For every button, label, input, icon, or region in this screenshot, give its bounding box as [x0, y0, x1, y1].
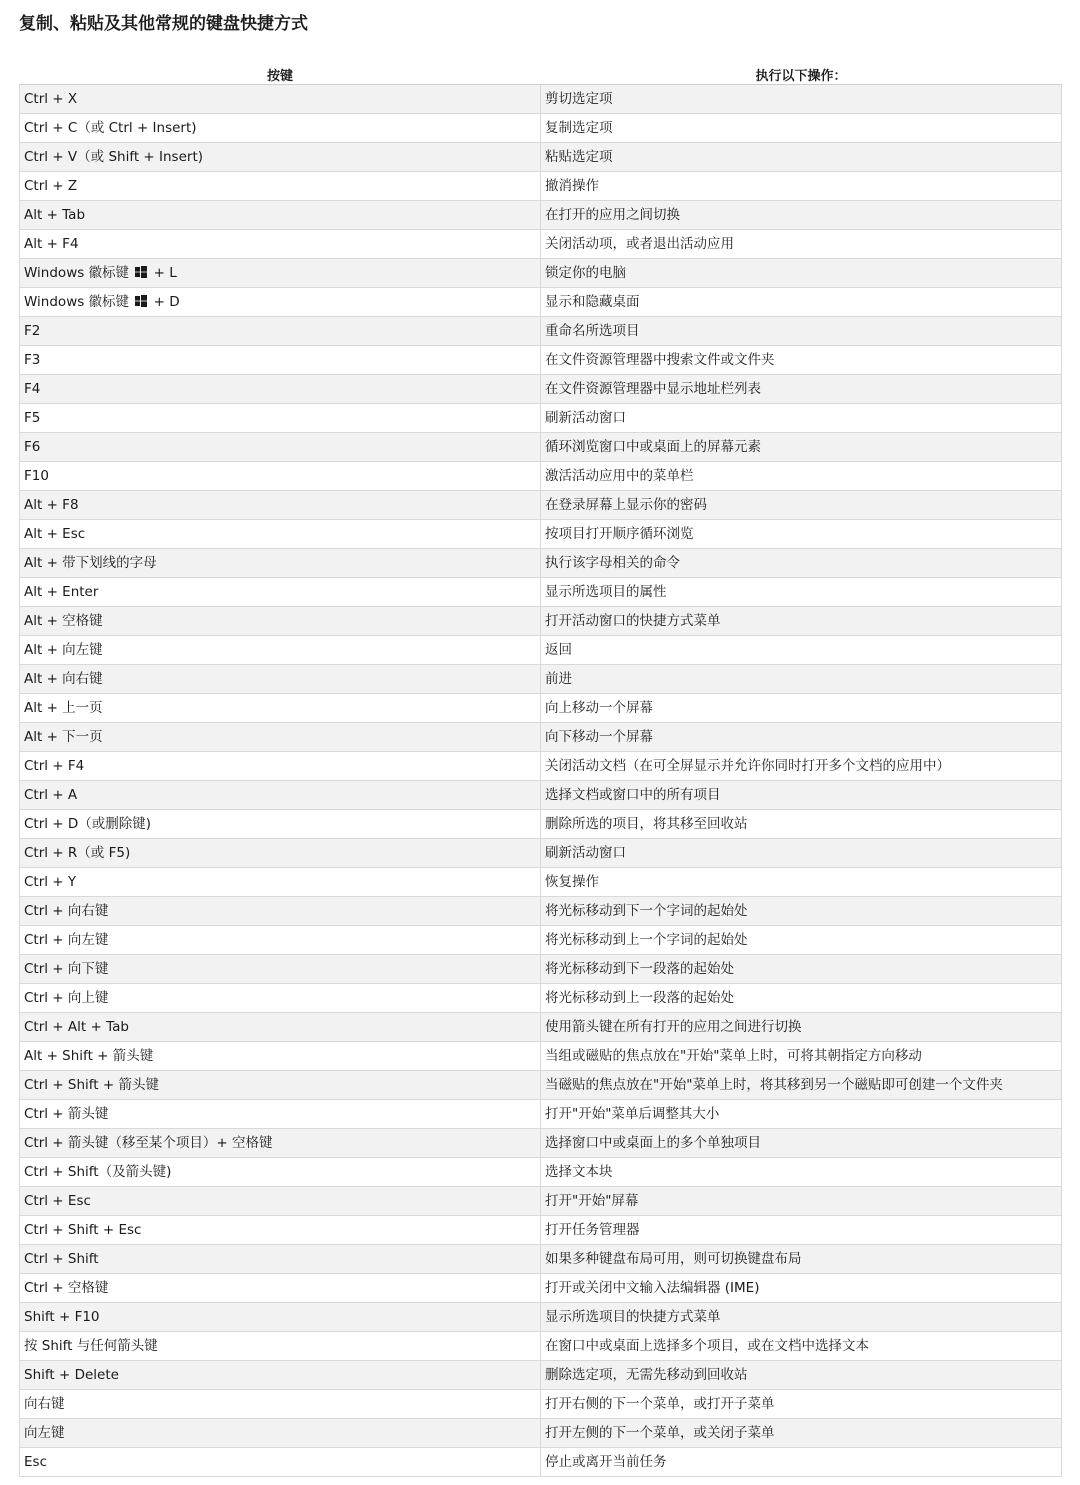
- table-row: [20, 520, 1062, 549]
- table-row: [20, 1013, 1062, 1042]
- shortcut-action-cell: 当磁贴的焦点放在"开始"菜单上时，将其移到另一个磁贴即可创建一个文件夹: [541, 1071, 1062, 1100]
- table-row: [20, 1390, 1062, 1419]
- table-row: [20, 1100, 1062, 1129]
- shortcut-action-cell: 按项目打开顺序循环浏览: [541, 520, 1062, 549]
- table-row: [20, 143, 1062, 172]
- shortcut-action-cell: 当组或磁贴的焦点放在"开始"菜单上时，可将其朝指定方向移动: [541, 1042, 1062, 1071]
- shortcut-key-cell: Ctrl + Alt + Tab: [20, 1013, 541, 1042]
- table-row: [20, 288, 1062, 317]
- windows-logo-icon: [135, 289, 147, 301]
- shortcut-key-cell: Ctrl + 向左键: [20, 926, 541, 955]
- table-row: [20, 955, 1062, 984]
- shortcut-action-cell: 打开左侧的下一个菜单，或关闭子菜单: [541, 1419, 1062, 1448]
- header-action: 执行以下操作：: [541, 65, 1062, 85]
- shortcut-action-cell: 在登录屏幕上显示你的密码: [541, 491, 1062, 520]
- shortcut-key-cell: Ctrl + Esc: [20, 1187, 541, 1216]
- table-row: [20, 114, 1062, 143]
- shortcut-key-cell: F3: [20, 346, 541, 375]
- shortcut-action-cell: 选择文档或窗口中的所有项目: [541, 781, 1062, 810]
- shortcut-key-cell: Ctrl + Shift（及箭头键): [20, 1158, 541, 1187]
- shortcut-action-cell: 在文件资源管理器中搜索文件或文件夹: [541, 346, 1062, 375]
- shortcut-action-cell: 关闭活动项，或者退出活动应用: [541, 230, 1062, 259]
- shortcut-action-cell: 打开或关闭中文输入法编辑器 (IME): [541, 1274, 1062, 1303]
- table-row: [20, 1303, 1062, 1332]
- shortcut-action-cell: 复制选定项: [541, 114, 1062, 143]
- table-row: [20, 375, 1062, 404]
- table-row: [20, 752, 1062, 781]
- shortcut-action-cell: 剪切选定项: [541, 85, 1062, 114]
- shortcut-key-cell: 向右键: [20, 1390, 541, 1419]
- shortcut-key-cell: Ctrl + C（或 Ctrl + Insert): [20, 114, 541, 143]
- shortcut-table: [19, 65, 1062, 1477]
- table-row: [20, 259, 1062, 288]
- shortcut-action-cell: 选择文本块: [541, 1158, 1062, 1187]
- shortcut-action-cell: 在文件资源管理器中显示地址栏列表: [541, 375, 1062, 404]
- table-row: [20, 1071, 1062, 1100]
- shortcut-action-cell: 激活活动应用中的菜单栏: [541, 462, 1062, 491]
- table-row: [20, 665, 1062, 694]
- table-row: [20, 201, 1062, 230]
- shortcut-key-cell: Ctrl + 向右键: [20, 897, 541, 926]
- shortcut-action-cell: 打开"开始"菜单后调整其大小: [541, 1100, 1062, 1129]
- shortcut-action-cell: 显示所选项目的属性: [541, 578, 1062, 607]
- shortcut-action-cell: 打开右侧的下一个菜单，或打开子菜单: [541, 1390, 1062, 1419]
- shortcut-key-cell: Shift + F10: [20, 1303, 541, 1332]
- shortcut-key-suffix: + D: [153, 294, 180, 310]
- shortcut-action-cell: 向上移动一个屏幕: [541, 694, 1062, 723]
- shortcut-key-prefix: Windows 徽标键: [24, 265, 130, 281]
- shortcut-action-cell: 将光标移动到上一段落的起始处: [541, 984, 1062, 1013]
- shortcut-action-cell: 将光标移动到下一段落的起始处: [541, 955, 1062, 984]
- shortcut-key-cell: Ctrl + Shift + Esc: [20, 1216, 541, 1245]
- shortcut-key-cell: Alt + 下一页: [20, 723, 541, 752]
- shortcut-action-cell: 关闭活动文档（在可全屏显示并允许你同时打开多个文档的应用中）: [541, 752, 1062, 781]
- table-row: [20, 346, 1062, 375]
- shortcut-action-cell: 删除所选的项目，将其移至回收站: [541, 810, 1062, 839]
- shortcut-action-cell: 显示和隐藏桌面: [541, 288, 1062, 317]
- table-row: [20, 1158, 1062, 1187]
- shortcut-key-cell: Alt + F4: [20, 230, 541, 259]
- table-row: [20, 897, 1062, 926]
- shortcut-action-cell: 如果多种键盘布局可用，则可切换键盘布局: [541, 1245, 1062, 1274]
- shortcut-key-cell: Ctrl + F4: [20, 752, 541, 781]
- table-row: [20, 404, 1062, 433]
- table-row: [20, 1332, 1062, 1361]
- shortcut-key-cell: Ctrl + X: [20, 85, 541, 114]
- shortcut-key-prefix: Windows 徽标键: [24, 294, 130, 310]
- shortcut-key-cell: Ctrl + Shift + 箭头键: [20, 1071, 541, 1100]
- shortcut-key-cell: Alt + Esc: [20, 520, 541, 549]
- shortcut-action-cell: 执行该字母相关的命令: [541, 549, 1062, 578]
- table-row: [20, 1245, 1062, 1274]
- shortcut-key-cell: Ctrl + 箭头键: [20, 1100, 541, 1129]
- shortcut-action-cell: 锁定你的电脑: [541, 259, 1062, 288]
- shortcut-key-cell: Esc: [20, 1448, 541, 1477]
- shortcut-key-cell: Ctrl + V（或 Shift + Insert): [20, 143, 541, 172]
- shortcut-key-cell: Ctrl + A: [20, 781, 541, 810]
- table-row: [20, 491, 1062, 520]
- header-key: 按键: [20, 65, 541, 85]
- shortcut-key-cell: Ctrl + 向下键: [20, 955, 541, 984]
- shortcut-action-cell: 在窗口中或桌面上选择多个项目，或在文档中选择文本: [541, 1332, 1062, 1361]
- shortcut-key-cell: Ctrl + 箭头键（移至某个项目）+ 空格键: [20, 1129, 541, 1158]
- table-row: [20, 607, 1062, 636]
- shortcut-key-suffix: + L: [153, 265, 177, 281]
- table-body: [20, 85, 1062, 1477]
- table-row: [20, 85, 1062, 114]
- table-row: [20, 1042, 1062, 1071]
- shortcut-key-cell: [20, 259, 541, 288]
- shortcut-action-cell: 循环浏览窗口中或桌面上的屏幕元素: [541, 433, 1062, 462]
- shortcut-key-cell: F10: [20, 462, 541, 491]
- shortcut-action-cell: 向下移动一个屏幕: [541, 723, 1062, 752]
- shortcut-action-cell: 刷新活动窗口: [541, 404, 1062, 433]
- shortcut-key-cell: F2: [20, 317, 541, 346]
- shortcut-action-cell: 在打开的应用之间切换: [541, 201, 1062, 230]
- shortcut-key-cell: F4: [20, 375, 541, 404]
- shortcut-action-cell: 撤消操作: [541, 172, 1062, 201]
- shortcut-key-cell: Alt + Shift + 箭头键: [20, 1042, 541, 1071]
- shortcut-action-cell: 选择窗口中或桌面上的多个单独项目: [541, 1129, 1062, 1158]
- shortcut-key-cell: Ctrl + Y: [20, 868, 541, 897]
- shortcut-key-cell: [20, 288, 541, 317]
- table-row: [20, 868, 1062, 897]
- table-row: [20, 636, 1062, 665]
- shortcut-action-cell: 删除选定项，无需先移动到回收站: [541, 1361, 1062, 1390]
- shortcut-key-cell: Ctrl + 向上键: [20, 984, 541, 1013]
- table-row: [20, 1216, 1062, 1245]
- table-row: [20, 230, 1062, 259]
- shortcut-key-cell: Alt + F8: [20, 491, 541, 520]
- table-row: [20, 1448, 1062, 1477]
- table-row: [20, 984, 1062, 1013]
- shortcut-action-cell: 粘贴选定项: [541, 143, 1062, 172]
- shortcut-action-cell: 前进: [541, 665, 1062, 694]
- shortcut-action-cell: 将光标移动到上一个字词的起始处: [541, 926, 1062, 955]
- shortcut-key-cell: F6: [20, 433, 541, 462]
- shortcut-key-cell: Ctrl + D（或删除键): [20, 810, 541, 839]
- shortcut-action-cell: 停止或离开当前任务: [541, 1448, 1062, 1477]
- table-row: [20, 549, 1062, 578]
- shortcut-key-cell: Shift + Delete: [20, 1361, 541, 1390]
- shortcut-key-cell: 向左键: [20, 1419, 541, 1448]
- windows-logo-icon: [135, 260, 147, 272]
- table-row: [20, 1187, 1062, 1216]
- shortcut-action-cell: 刷新活动窗口: [541, 839, 1062, 868]
- shortcut-key-cell: Alt + 向右键: [20, 665, 541, 694]
- shortcut-key-cell: Alt + 带下划线的字母: [20, 549, 541, 578]
- shortcut-key-cell: Ctrl + R（或 F5): [20, 839, 541, 868]
- table-row: [20, 694, 1062, 723]
- shortcut-action-cell: 使用箭头键在所有打开的应用之间进行切换: [541, 1013, 1062, 1042]
- shortcut-key-cell: Ctrl + Z: [20, 172, 541, 201]
- table-row: [20, 810, 1062, 839]
- table-row: [20, 1274, 1062, 1303]
- table-row: [20, 433, 1062, 462]
- shortcut-action-cell: 打开"开始"屏幕: [541, 1187, 1062, 1216]
- shortcut-key-cell: 按 Shift 与任何箭头键: [20, 1332, 541, 1361]
- shortcut-key-cell: Alt + 上一页: [20, 694, 541, 723]
- table-row: [20, 578, 1062, 607]
- shortcut-action-cell: 将光标移动到下一个字词的起始处: [541, 897, 1062, 926]
- table-row: [20, 839, 1062, 868]
- shortcut-key-cell: Ctrl + Shift: [20, 1245, 541, 1274]
- table-row: [20, 1361, 1062, 1390]
- table-row: [20, 781, 1062, 810]
- table-row: [20, 723, 1062, 752]
- shortcut-action-cell: 返回: [541, 636, 1062, 665]
- shortcut-key-cell: Ctrl + 空格键: [20, 1274, 541, 1303]
- shortcut-key-cell: F5: [20, 404, 541, 433]
- table-row: [20, 462, 1062, 491]
- shortcut-key-cell: Alt + 空格键: [20, 607, 541, 636]
- shortcut-action-cell: 恢复操作: [541, 868, 1062, 897]
- table-row: [20, 1419, 1062, 1448]
- table-row: [20, 926, 1062, 955]
- table-header-row: [20, 65, 1062, 85]
- shortcut-key-cell: Alt + Enter: [20, 578, 541, 607]
- shortcut-key-cell: Alt + 向左键: [20, 636, 541, 665]
- shortcut-action-cell: 显示所选项目的快捷方式菜单: [541, 1303, 1062, 1332]
- table-row: [20, 1129, 1062, 1158]
- shortcut-key-cell: Alt + Tab: [20, 201, 541, 230]
- table-row: [20, 172, 1062, 201]
- page-title: 复制、粘贴及其他常规的键盘快捷方式: [19, 14, 308, 34]
- shortcut-action-cell: 重命名所选项目: [541, 317, 1062, 346]
- shortcut-action-cell: 打开活动窗口的快捷方式菜单: [541, 607, 1062, 636]
- table-row: [20, 317, 1062, 346]
- shortcut-action-cell: 打开任务管理器: [541, 1216, 1062, 1245]
